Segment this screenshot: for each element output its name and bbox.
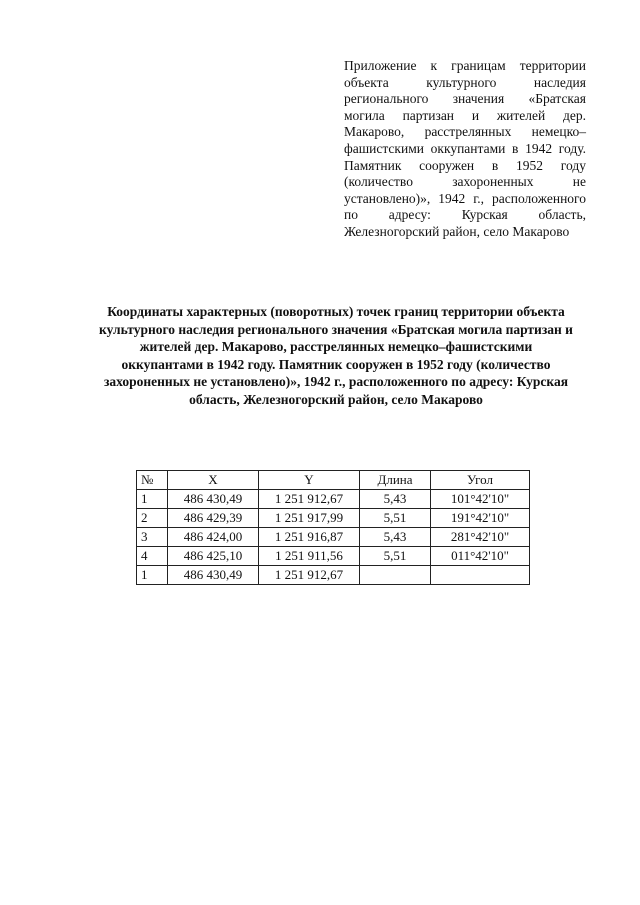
cell-length: 5,43 <box>360 528 431 547</box>
header-x: X <box>168 471 259 490</box>
header-angle: Угол <box>431 471 530 490</box>
cell-length: 5,43 <box>360 490 431 509</box>
table-header-row <box>137 471 530 490</box>
table-row <box>137 528 530 547</box>
cell-number: 1 <box>137 490 168 509</box>
cell-length <box>360 566 431 585</box>
cell-y: 1 251 912,67 <box>259 566 360 585</box>
table-row <box>137 509 530 528</box>
cell-y: 1 251 912,67 <box>259 490 360 509</box>
cell-y: 1 251 911,56 <box>259 547 360 566</box>
cell-x: 486 430,49 <box>168 566 259 585</box>
coordinates-table <box>136 470 530 585</box>
cell-angle <box>431 566 530 585</box>
cell-x: 486 425,10 <box>168 547 259 566</box>
cell-angle: 101°42'10" <box>431 490 530 509</box>
cell-angle: 281°42'10" <box>431 528 530 547</box>
cell-x: 486 430,49 <box>168 490 259 509</box>
document-title: Координаты характерных (поворотных) точек границ территории объекта культурного наследия регионального значения «Братская могила партизан и жителей дер. Макарово, расстрелянных немецко–фашистскими оккупантами в 1942 году. Памятник сооружен в 1952 году (количество захороненных не установлено)», 1942 г., расположенного по адресу: Курская область, Железногорский район, село Макарово <box>99 304 573 407</box>
cell-length: 5,51 <box>360 509 431 528</box>
cell-angle: 011°42'10" <box>431 547 530 566</box>
cell-number: 4 <box>137 547 168 566</box>
table-row <box>137 566 530 585</box>
cell-number: 2 <box>137 509 168 528</box>
header-y: Y <box>259 471 360 490</box>
header-number: № <box>137 471 168 490</box>
table-row <box>137 547 530 566</box>
cell-y: 1 251 917,99 <box>259 509 360 528</box>
appendix-note: Приложение к границам территории объекта культурного наследия регионального значения «Братская могила партизан и жителей дер. Макарово, расстрелянных немецко–фашистскими оккупантами в 1942 году. Памятник сооружен в 1952 году (количество захороненных не установлено)», 1942 г., расположенного по адресу: Курская область, Железногорский район, село Макарово <box>344 58 586 239</box>
cell-x: 486 429,39 <box>168 509 259 528</box>
cell-length: 5,51 <box>360 547 431 566</box>
header-length: Длина <box>360 471 431 490</box>
cell-number: 1 <box>137 566 168 585</box>
cell-x: 486 424,00 <box>168 528 259 547</box>
table-row <box>137 490 530 509</box>
cell-number: 3 <box>137 528 168 547</box>
cell-angle: 191°42'10" <box>431 509 530 528</box>
cell-y: 1 251 916,87 <box>259 528 360 547</box>
